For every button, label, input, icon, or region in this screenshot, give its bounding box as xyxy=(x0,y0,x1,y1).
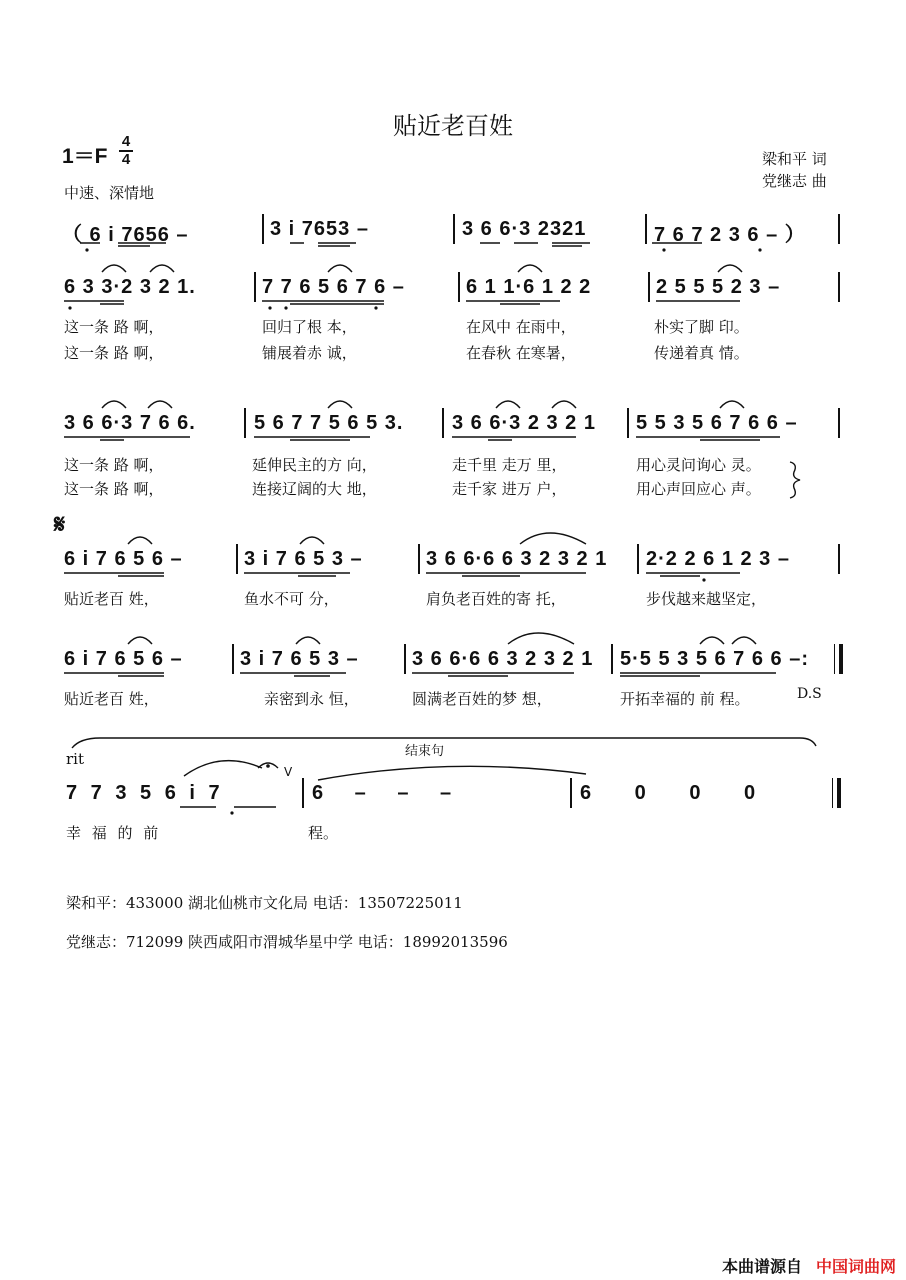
slur xyxy=(718,265,742,272)
slur xyxy=(496,401,520,408)
measure: 3 6 6·6 6 3 2 3 2 1 xyxy=(412,648,594,670)
slur xyxy=(720,401,744,408)
lyricist-credit: 梁和平 词 xyxy=(762,150,827,168)
slur xyxy=(102,401,126,408)
lyrics-line-1-verse-2: 这一条 路 啊， 铺展着赤 诚， 在春秋 在寒暑， 传递着真 情。 xyxy=(64,344,749,362)
slur xyxy=(520,533,586,544)
lyrics-line-3: 贴近老百 姓， 鱼水不可 分， 肩负老百姓的寄 托， 步伐越来越坚定， xyxy=(64,590,767,608)
song-title: 贴近老百姓 xyxy=(393,112,513,140)
slur xyxy=(552,401,576,408)
measure: 6 – – – xyxy=(312,782,453,804)
measure: （ 6 i 7656 – xyxy=(62,224,189,246)
slur xyxy=(300,537,324,544)
slur xyxy=(508,633,574,644)
measure: 3 i 7653 – xyxy=(270,218,369,240)
slur xyxy=(296,637,320,644)
beam-underline xyxy=(64,437,780,440)
composer-credit: 党继志 曲 xyxy=(762,172,827,190)
contact-composer: 党继志：712099 陕西咸阳市渭城华星中学 电话：18992013596 xyxy=(66,933,508,951)
slur xyxy=(732,637,756,644)
measure: 2 5 5 5 2 3 – xyxy=(656,276,781,298)
lyrics-line-2-verse-2: 这一条 路 啊， 连接辽阔的大 地， 走千家 进万 户， 用心声回应心 声。 xyxy=(64,480,761,498)
slur xyxy=(150,265,174,272)
slur xyxy=(328,401,352,408)
slur xyxy=(328,265,352,272)
lyrics-line-4: 贴近老百 姓， 亲密到永 恒， 圆满老百姓的梦 想， 开拓幸福的 前 程。 xyxy=(64,690,750,708)
measure: 6 3 3·2 3 2 1. xyxy=(64,276,196,298)
measure: 5 5 3 5 6 7 6 6 – xyxy=(636,412,798,434)
measure: 6 i 7 6 5 6 – xyxy=(64,548,183,570)
ritardando-marking: rit xyxy=(66,750,84,768)
measure: 2·2 2 6 1 2 3 – xyxy=(646,548,790,570)
time-sig-bottom: 4 xyxy=(121,151,131,168)
source-footer xyxy=(722,1254,896,1277)
measure: 3 i 7 6 5 3 – xyxy=(240,648,359,670)
key-signature: 1＝F xyxy=(62,145,108,168)
measure: 5·5 5 3 5 6 7 6 6 –: xyxy=(620,648,810,670)
segno-sign: 𝄋 xyxy=(54,510,66,540)
measure: 3 6 6·3 7 6 6. xyxy=(64,412,196,434)
source-site-link[interactable]: 中国词曲网 xyxy=(815,1259,896,1276)
source-prefix: 本曲谱源自 xyxy=(721,1259,802,1276)
measure: 5 6 7 7 5 6 5 3. xyxy=(254,412,404,434)
ending-label: 结束句 xyxy=(405,744,445,759)
slur xyxy=(128,637,152,644)
verse-brace xyxy=(790,462,800,498)
slur xyxy=(700,637,724,644)
measure: 7 6 7 2 3 6 – ） xyxy=(654,224,806,246)
tempo-marking: 中速、深情地 xyxy=(64,184,155,202)
beam-underline xyxy=(64,673,776,676)
beam-underline xyxy=(64,573,740,576)
beam-underline xyxy=(80,243,702,246)
slur xyxy=(148,401,172,408)
measure: 6 0 0 0 xyxy=(580,782,757,804)
measure: 6 i 7 6 5 6 – xyxy=(64,648,183,670)
breath-mark: V xyxy=(284,765,293,779)
lyrics-line-1-verse-1: 这一条 路 啊， 回归了根 本， 在风中 在雨中， 朴实了脚 印。 xyxy=(64,318,749,336)
slur xyxy=(102,265,126,272)
measure: 3 6 6·6 6 3 2 3 2 1 xyxy=(426,548,608,570)
lyrics-coda: 幸 福 的 前 程。 xyxy=(66,824,339,842)
measure: 7 7 3 5 6 i 7 xyxy=(66,782,221,804)
measure: 3 6 6·3 2 3 2 1 xyxy=(452,412,596,434)
measure: 3 i 7 6 5 3 – xyxy=(244,548,363,570)
slur xyxy=(184,761,262,776)
slur xyxy=(518,265,542,272)
dal-segno-marking: D.S xyxy=(797,686,822,702)
contact-lyricist: 梁和平：433000 湖北仙桃市文化局 电话：13507225011 xyxy=(66,894,463,912)
measure: 7 7 6 5 6 7 6 – xyxy=(262,276,405,298)
ending-bracket xyxy=(72,738,816,748)
measure: 6 1 1·6 1 2 2 xyxy=(466,276,592,298)
slur xyxy=(128,537,152,544)
time-sig-top: 4 xyxy=(121,133,131,150)
measure: 3 6 6·3 2321 xyxy=(462,218,587,240)
slur xyxy=(318,766,586,780)
lyrics-line-2-verse-1: 这一条 路 啊， 延伸民主的方 向， 走千里 走万 里， 用心灵问询心 灵。 xyxy=(64,456,761,474)
beam-underline xyxy=(64,301,740,304)
